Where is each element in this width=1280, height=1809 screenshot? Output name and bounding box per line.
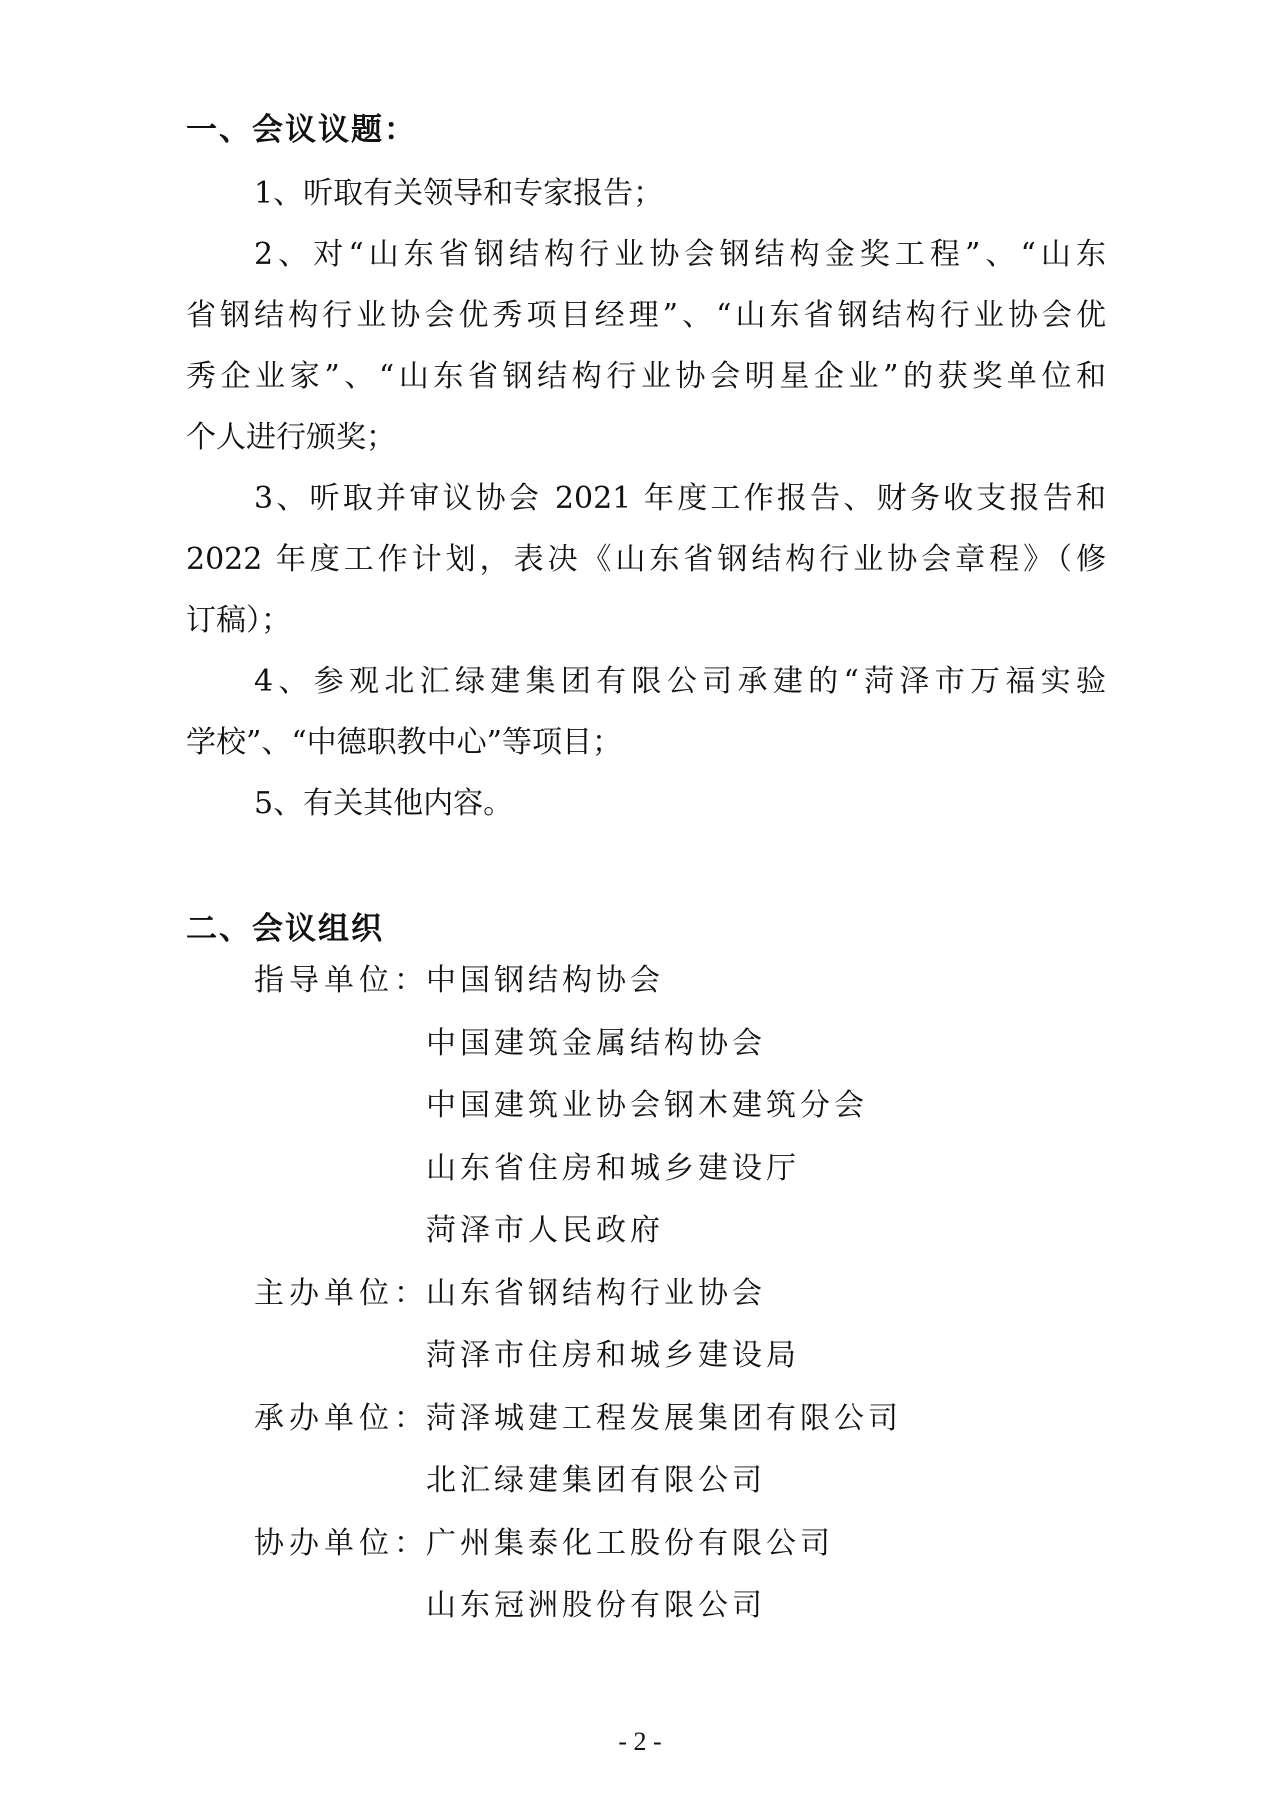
agenda-item-line: 个人进行颁奖； bbox=[186, 420, 396, 455]
org-group-co-organizer bbox=[254, 1513, 902, 1638]
org-value: 中国建筑金属结构协会 bbox=[426, 1025, 766, 1061]
org-value: 中国建筑业协会钢木建筑分会 bbox=[426, 1088, 868, 1123]
org-label: 指导单位： bbox=[254, 963, 429, 998]
org-value: 山东省住房和城乡建设厅 bbox=[426, 1150, 800, 1186]
org-value: 山东冠洲股份有限公司 bbox=[426, 1588, 766, 1623]
org-label: 承办单位： bbox=[254, 1400, 429, 1436]
org-label: 协办单位： bbox=[254, 1525, 429, 1561]
agenda-item-line: 5、有关其他内容。 bbox=[254, 786, 514, 821]
agenda-item-5 bbox=[186, 773, 1106, 834]
agenda-item-2 bbox=[186, 224, 1106, 468]
agenda-item-line: 1、听取有关领导和专家报告； bbox=[254, 176, 664, 211]
agenda-item-line: 2、对“山东省钢结构行业协会钢结构金奖工程”、“山东 bbox=[254, 237, 1106, 272]
agenda-item-1 bbox=[186, 163, 1106, 224]
organization-list bbox=[254, 950, 902, 1638]
org-value: 菏泽市住房和城乡建设局 bbox=[426, 1338, 800, 1373]
org-group-guidance bbox=[254, 950, 902, 1263]
org-value: 中国钢结构协会 bbox=[426, 963, 664, 998]
agenda-item-line: 2022 年度工作计划，表决《山东省钢结构行业协会章程》（修 bbox=[186, 542, 1106, 577]
org-group-host bbox=[254, 1263, 902, 1388]
section-heading-agenda: 一、会议议题： bbox=[186, 112, 417, 148]
org-value: 菏泽市人民政府 bbox=[426, 1213, 664, 1248]
agenda-item-line: 订稿）； bbox=[186, 603, 291, 638]
org-value: 山东省钢结构行业协会 bbox=[426, 1275, 766, 1311]
agenda-item-line: 秀企业家”、“山东省钢结构行业协会明星企业”的获奖单位和 bbox=[186, 359, 1106, 394]
agenda-item-line: 学校”、“中德职教中心”等项目； bbox=[186, 725, 623, 760]
page-number: - 2 - bbox=[618, 1727, 662, 1756]
agenda-item-4 bbox=[186, 651, 1106, 773]
org-label: 主办单位： bbox=[254, 1275, 429, 1311]
section-heading-organization: 二、会议组织 bbox=[186, 911, 384, 947]
org-group-organizer bbox=[254, 1388, 902, 1513]
agenda-item-line: 省钢结构行业协会优秀项目经理”、“山东省钢结构行业协会优 bbox=[186, 298, 1106, 333]
org-value: 北汇绿建集团有限公司 bbox=[426, 1463, 766, 1498]
agenda-item-line: 4、参观北汇绿建集团有限公司承建的“菏泽市万福实验 bbox=[254, 664, 1106, 699]
agenda-item-3 bbox=[186, 468, 1106, 651]
org-value: 菏泽城建工程发展集团有限公司 bbox=[426, 1400, 902, 1436]
agenda-item-line: 3、听取并审议协会 2021 年度工作报告、财务收支报告和 bbox=[254, 481, 1106, 516]
org-value: 广州集泰化工股份有限公司 bbox=[426, 1525, 834, 1561]
